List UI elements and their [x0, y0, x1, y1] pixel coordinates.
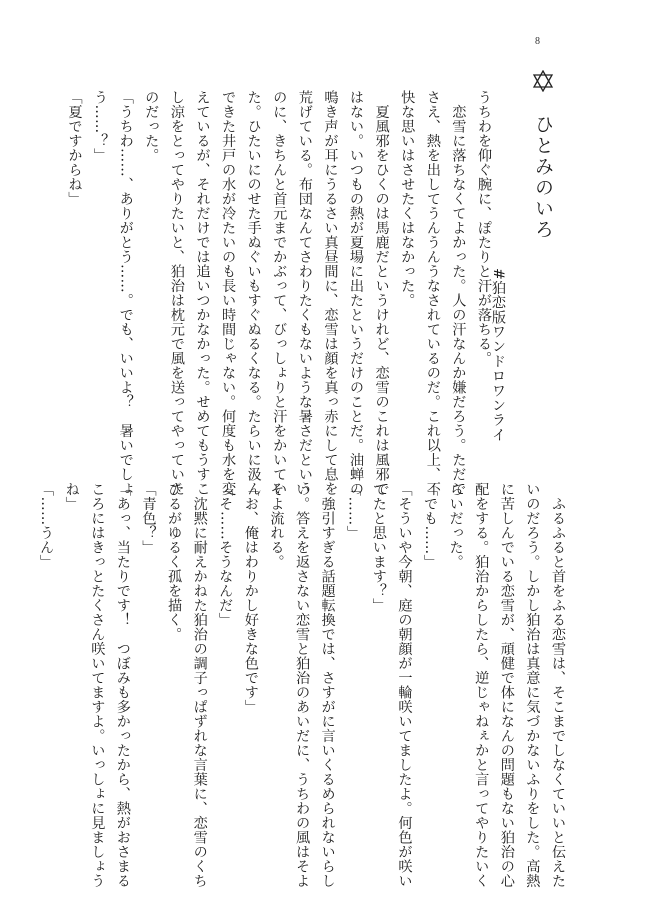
paragraph: 「……うん」: [38, 482, 55, 569]
paragraph: 「青色？」: [140, 482, 157, 555]
paragraph: 「そ……そうなんだ」: [217, 482, 234, 627]
story-title: ひとみのいろ: [532, 114, 554, 241]
lower-text-column: [38, 482, 570, 892]
page-number: 8: [535, 36, 540, 47]
paragraph: 「……」: [345, 482, 362, 540]
paragraph: ふるふると首をふる恋雪は、そこまでしなくていいと伝えたいのだろう。しかし狛治は真意に気づかないふりをした。高熱に苦しんでいる恋雪が、頑健で体になんの問題もない狛治の心配をする。狛治からしたら、逆じゃねぇかと言ってやりたいくらいだった。: [447, 482, 566, 888]
title-block: [530, 70, 556, 240]
hexagram-icon: [532, 70, 554, 92]
upper-text-column: [66, 90, 496, 496]
paragraph: 夏風邪をひくのは馬鹿だというけれど、恋雪のこれは風邪ではない。いつもの熱が夏場に出たというだけのことだ。油蝉の鳴き声が耳にうるさい真昼間に、恋雪は顔を真っ赤にして息を荒げている。布団なんてさわりたくもないような暑さだというのに、きちんと首元までかぶって、びっしょりと汗をかいていた。ひたいにのせた手ぬぐいもすぐぬるくなる。たらいに汲んできた井戸の水が冷たいのも長い時間じゃない。何度も水を変えているが、それだけでは追いつかなかった。せめてもうすこし涼をとってやりたいと、狛治は枕元で風を送ってやっていたのだった。: [143, 90, 390, 496]
paragraph: 強引すぎる話題転換では、さすがに言いくるめられないらしい。答えを返さない恋雪と狛治のあいだに、うちわの風はそよそよ流れる。: [268, 482, 336, 888]
paragraph: 「でも……」: [422, 482, 439, 569]
paragraph: 「お、俺はわりかし好きな色です」: [242, 482, 259, 714]
paragraph: 「そういや今朝、庭の朝顔が一輪咲いてましたよ。何色が咲いてたと思います？」: [370, 482, 413, 888]
paragraph: 「あっ、当たりです！ つぼみも多かったから、熱がおさまるころにはきっとたくさん咲いてますよ。いっしょに見ましょうね」: [63, 482, 131, 888]
story-tag: #狛恋版ワンドロワンライ: [490, 268, 506, 443]
paragraph: 沈黙に耐えかねた狛治の調子っぱずれな言葉に、恋雪のくちびるがゆるく孤を描く。: [166, 482, 208, 888]
paragraph: 「夏ですからね」: [66, 90, 83, 206]
paragraph: 恋雪に落ちなくてよかった。人の汗なんか嫌だろう。ただでさえ、熱を出してうんうんうなされているのだ。これ以上、不快な思いはさせたくはなかった。: [399, 90, 467, 496]
paragraph: うちわを仰ぐ腕に、ぽたりと汗が落ちる。: [476, 90, 492, 366]
paragraph: 「うちわ……、ありがとう……。でも、いいよ？ 暑いでしょう……？」: [92, 90, 134, 496]
